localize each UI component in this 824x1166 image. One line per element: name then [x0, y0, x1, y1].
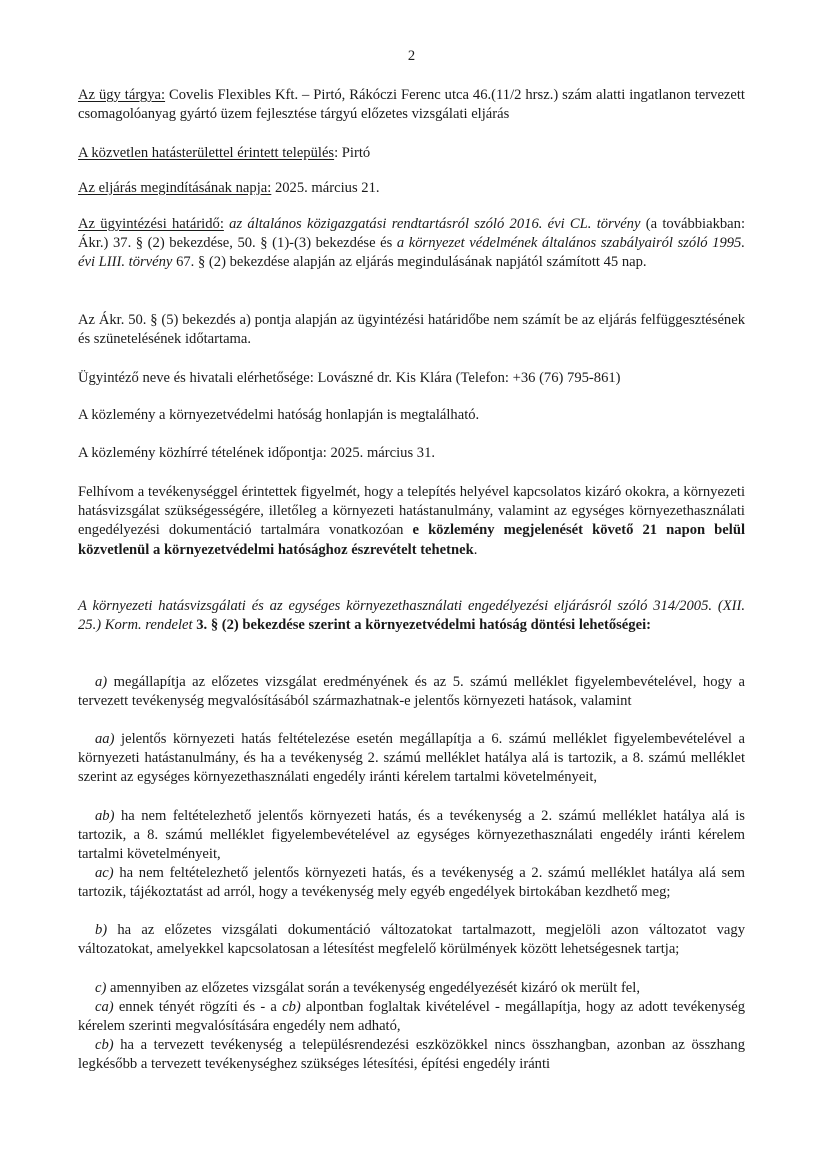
decision-intro-regulation: A környezeti hatásvizsgálati és az egységes környezethasználati engedélyezési eljárásról szóló 314/2005. (XII. 25.) Korm. rendelet [78, 598, 745, 634]
suspension-note: Az Ákr. 50. § (5) bekezdés a) pontja alapján az ügyintézési határidőbe nem számít be az eljárás felfüggesztésének és szünetelésének időtartama. [78, 312, 745, 348]
case-officer: Ügyintéző neve és hivatali elérhetősége: Lovászné dr. Kis Klára (Telefon: +36 (76) 795-861) [78, 370, 621, 386]
subject-text: Covelis Flexibles Kft. – Pirtó, Rákóczi Ferenc utca 46.(11/2 hrsz.) szám alatti ingatlanon tervezett csomagolóanyag gyártó üzem fejlesztése tárgyú előzetes vizsgálati eljárás [78, 87, 745, 123]
item-text: ha az előzetes vizsgálati dokumentáció változatokat tartalmazott, megjelöli azon változatot vagy változatokat, amelyekkel kapcsolatosan a létesítést megfelelő körülmények között lehetségesnek tartja; [78, 922, 745, 958]
decision-item-ab [78, 807, 745, 865]
page-number: 2 [407, 48, 416, 64]
decision-item-cb [78, 1036, 745, 1074]
deadline-text-2: 67. § (2) bekezdése alapján az eljárás megindulásának napjától számított 45 nap. [172, 254, 647, 271]
decision-item-c [78, 979, 745, 998]
deadline-label: Az ügyintézési határidő: [78, 216, 224, 232]
notice-end: . [473, 541, 478, 558]
start-date-paragraph [78, 179, 745, 198]
item-marker: cb) [95, 1037, 114, 1053]
item-text: ha nem feltételezhető jelentős környezeti hatás, és a tevékenység a 2. számú melléklet hatálya alá is tartozik, a 8. számú melléklet figyelembevételével az egységes környezethasználati engedély iránti kérelem tartalmi követelményeit, [78, 808, 745, 863]
deadline-paragraph [78, 215, 745, 273]
item-text: ennek tényét rögzíti és - a [113, 999, 283, 1015]
item-text: ha a tervezett tevékenység a településrendezési eszközökkel nincs összhangban, azonban az összhang legkésőbb a tervezett tevékenységhez szükséges létesítési, építési engedély iránti [78, 1037, 745, 1073]
item-text: megállapítja az előzetes vizsgálat eredményének és az 5. számú melléklet figyelembevételével, hogy a tervezett tevékenység megvalósításából származhatnak-e jelentős környezeti hatások, valamint [78, 674, 745, 710]
notice-text: Felhívom a tevékenységgel érintettek figyelmét, hogy a telepítés helyével kapcsolatos kizáró okokra, a környezeti hatásvizsgálat szükségességére, illetőleg a környezeti hatástanulmány, valamint az egységes környezethasználati engedélyezési dokumentáció tartalmára vonatkozóan [78, 484, 745, 539]
item-text: ha nem feltételezhető jelentős környezeti hatás, és a tevékenység a 2. számú melléklet hatálya alá sem tartozik, tájékoztatást ad arról, hogy a tevékenység mely egyéb engedélyek birtokában kezdhető meg; [78, 865, 745, 901]
affected-settlement-value: : Pirtó [334, 145, 371, 161]
decision-item-aa [78, 730, 745, 788]
deadline-law-1: az általános közigazgatási rendtartásról szóló 2016. évi CL. törvény [223, 216, 641, 232]
item-marker: c) [95, 980, 107, 996]
item-marker: b) [95, 922, 108, 938]
notice-paragraph [78, 483, 745, 560]
affected-settlement-paragraph [78, 144, 745, 163]
item-marker: ab) [95, 808, 115, 824]
subject-label: Az ügy tárgya: [78, 87, 166, 103]
subject-paragraph [78, 86, 745, 124]
start-date-value: 2025. március 21. [271, 180, 380, 196]
affected-settlement-label: A közvetlen hatásterülettel érintett település [78, 145, 335, 161]
notice-bold: e közlemény megjelenését követő 21 napon belül közvetlenül a környezetvédelmi hatósághoz észrevételt tehetnek [78, 522, 745, 558]
publication-date: A közlemény közhírré tételének időpontja: 2025. március 31. [78, 445, 436, 461]
decision-item-ca [78, 998, 745, 1036]
deadline-law-2: a környezet védelmének általános szabályairól szóló 1995. évi LIII. törvény [78, 235, 745, 271]
item-marker: ca) [95, 999, 114, 1015]
item-marker: a) [95, 674, 108, 690]
decision-item-a [78, 673, 745, 711]
item-text-cont: alpontban foglaltak kivételével - megállapítja, hogy az adott tevékenység kérelem szerinti megvalósítására engedély nem adható, [78, 999, 745, 1035]
item-marker: aa) [95, 731, 115, 747]
website-note: A közlemény a környezetvédelmi hatóság honlapján is megtalálható. [78, 407, 480, 423]
decision-item-ac [78, 864, 745, 902]
decision-item-b [78, 921, 745, 959]
deadline-text-1: (a továbbiakban: Ákr.) 37. § (2) bekezdése, 50. § (1)-(3) bekezdése és [78, 216, 745, 252]
item-cross-reference: cb) [282, 999, 301, 1015]
item-text: jelentős környezeti hatás feltételezése esetén megállapítja a 6. számú melléklet figyelembevételével a környezeti hatástanulmány, és ha a tevékenység 2. számú melléklet hatálya alá is tartozik, a 8. számú melléklet szerint az egységes környezethasználati engedély iránti kérelem tartalmi követelményeit, [78, 731, 745, 786]
item-text: amennyiben az előzetes vizsgálat során a tevékenység engedélyezését kizáró ok merült fel, [106, 980, 640, 996]
decision-intro-bold: 3. § (2) bekezdése szerint a környezetvédelmi hatóság döntési lehetőségei: [192, 617, 651, 634]
start-date-label: Az eljárás megindításának napja: [78, 180, 272, 196]
decision-intro [78, 597, 745, 635]
item-marker: ac) [95, 865, 114, 881]
